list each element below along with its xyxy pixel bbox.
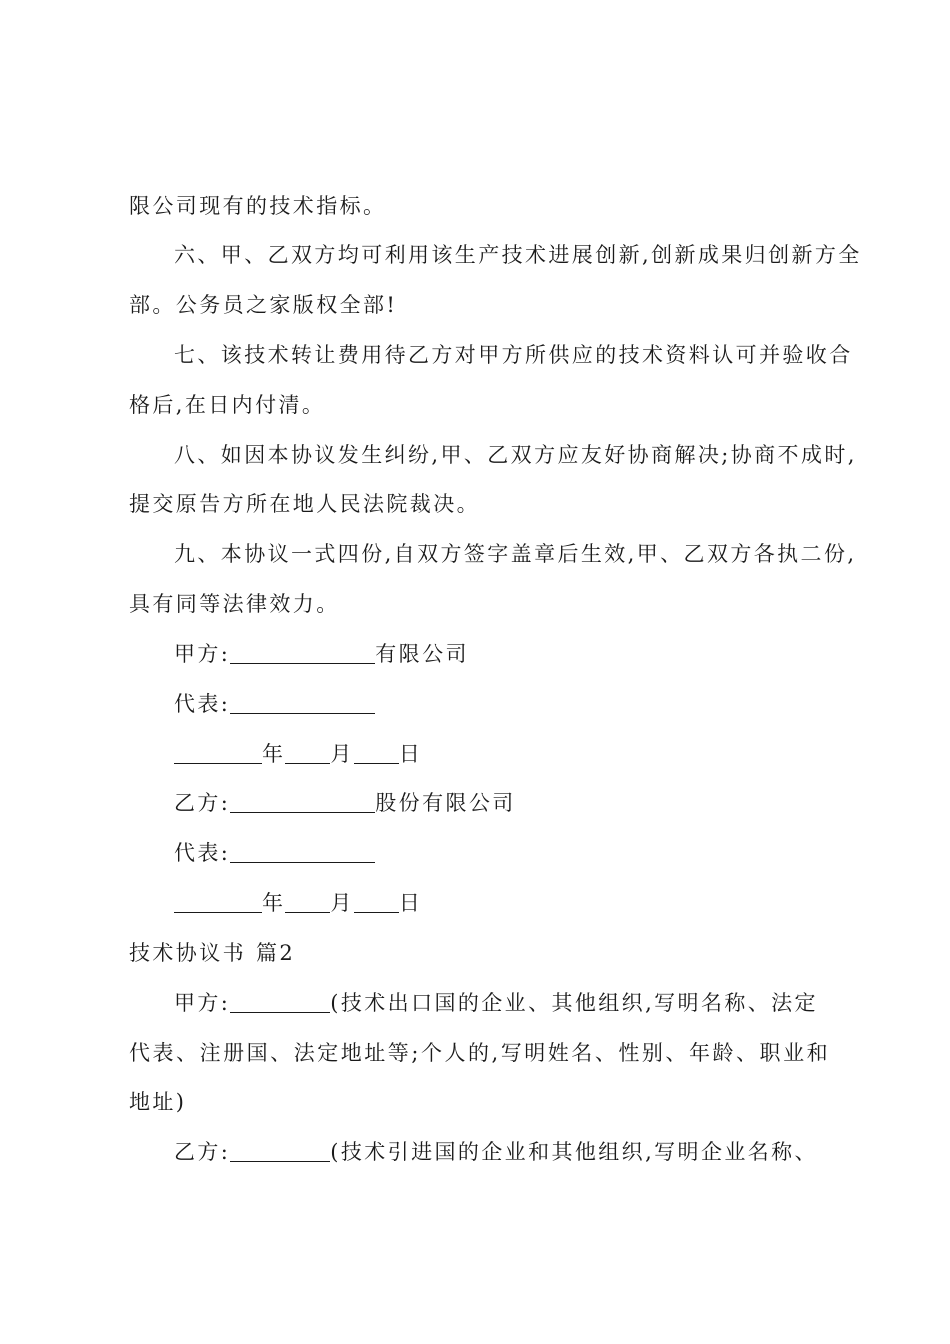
clause-9-line-1: 九、本协议一式四份,自双方签字盖章后生效,甲、乙双方各执二份, (174, 542, 857, 566)
s2-party-b-label: 乙方: (174, 1140, 231, 1164)
section-2-heading (129, 939, 830, 967)
party-a-signature-line (174, 640, 830, 668)
party-b-signature-line (174, 789, 830, 817)
representative-blank (230, 840, 375, 863)
month-blank (285, 741, 330, 764)
clause-7-line-2: 格后,在日内付清。 (129, 393, 326, 417)
s2-party-a-blank (230, 990, 330, 1013)
day-blank (354, 741, 399, 764)
s2-party-a-desc: (技术出口国的企业、其他组织,写明名称、法定 (330, 991, 818, 1015)
party-a-date-line (174, 740, 830, 768)
clause-8-line-2: 提交原告方所在地人民法院裁决。 (129, 492, 480, 516)
s2-party-a-line-1 (174, 989, 830, 1017)
party-a-representative-line (174, 690, 830, 718)
representative-blank (230, 691, 375, 714)
day-blank (354, 890, 399, 913)
section-2-number: 篇2 (256, 941, 296, 965)
year-blank (174, 890, 262, 913)
s2-party-a-label: 甲方: (174, 991, 231, 1015)
party-b-representative-line (174, 839, 830, 867)
clause-6-line-2: 部。公务员之家版权全部! (129, 293, 398, 317)
party-b-label: 乙方: (174, 791, 231, 815)
clause-8-line-1: 八、如因本协议发生纠纷,甲、乙双方应友好协商解决;协商不成时, (174, 443, 857, 467)
s2-party-a-line-3: 地址) (129, 1090, 187, 1114)
day-label: 日 (398, 742, 423, 766)
month-label: 月 (330, 742, 354, 766)
party-b-date-line (174, 889, 830, 917)
clause-9-line-2: 具有同等法律效力。 (129, 592, 340, 616)
party-a-suffix: 有限公司 (375, 642, 469, 666)
s2-party-b-blank (230, 1139, 330, 1162)
clause-7-line-1: 七、该技术转让费用待乙方对甲方所供应的技术资料认可并验收合 (174, 343, 853, 367)
section-2-title: 技术协议书 (129, 941, 246, 965)
party-b-blank (230, 790, 375, 813)
day-label: 日 (398, 891, 423, 915)
party-b-suffix: 股份有限公司 (375, 791, 516, 815)
s2-party-b-desc: (技术引进国的企业和其他组织,写明企业名称、 (330, 1140, 818, 1164)
s2-party-b-line-1 (174, 1138, 830, 1166)
year-label: 年 (262, 891, 286, 915)
clause-6-line-1: 六、甲、乙双方均可利用该生产技术进展创新,创新成果归创新方全 (174, 243, 862, 267)
party-a-label: 甲方: (174, 642, 231, 666)
month-blank (285, 890, 330, 913)
representative-label: 代表: (174, 692, 231, 716)
party-a-blank (230, 641, 375, 664)
paragraph-line: 限公司现有的技术指标。 (129, 194, 387, 218)
year-blank (174, 741, 262, 764)
representative-label: 代表: (174, 841, 231, 865)
year-label: 年 (262, 742, 286, 766)
month-label: 月 (330, 891, 354, 915)
s2-party-a-line-2: 代表、注册国、法定地址等;个人的,写明姓名、性别、年龄、职业和 (129, 1041, 830, 1065)
